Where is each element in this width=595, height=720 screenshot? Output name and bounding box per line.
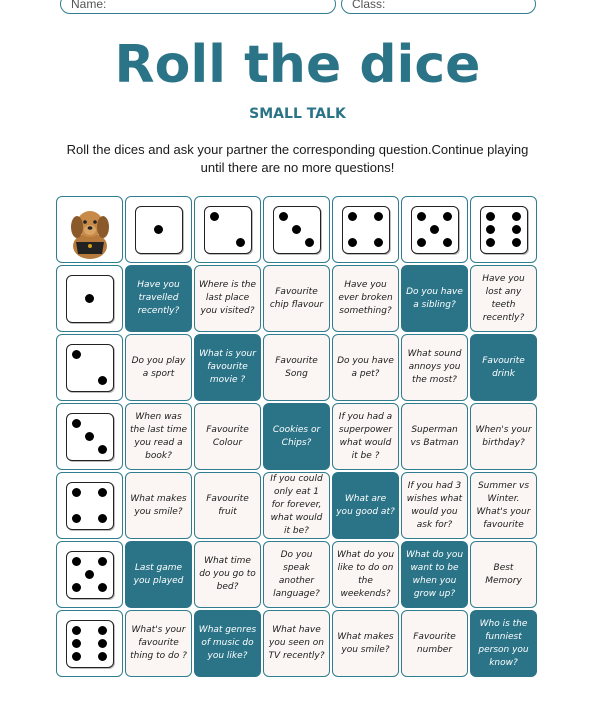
dice-pip (512, 212, 521, 221)
question-text: What's your favourite thing to do ? (130, 625, 187, 661)
row-header-dice-5 (56, 541, 123, 608)
question-cell (470, 403, 537, 470)
dice-pip (279, 212, 288, 221)
column-header-dice-3 (263, 196, 330, 263)
instructions-text: Roll the dices and ask your partner the corresponding question.Continue playing until there are no more questions! (66, 142, 529, 175)
row-header-dice-3 (56, 403, 123, 470)
question-cell (263, 610, 330, 677)
question-cell (401, 610, 468, 677)
question-cell (332, 541, 399, 608)
column-header-dice-5 (401, 196, 468, 263)
question-cell (125, 403, 192, 470)
question-cell (263, 265, 330, 332)
dice-3-icon (66, 413, 114, 461)
row-header-dice-1 (56, 265, 123, 332)
dice-pip (98, 626, 107, 635)
dice-pip (98, 514, 107, 523)
dice-pip (72, 488, 81, 497)
question-text: Favourite Song (275, 355, 318, 379)
dice-1-icon (135, 206, 183, 254)
dice-pip (98, 376, 107, 385)
question-cell (332, 334, 399, 401)
question-text: Have you travelled recently? (137, 280, 180, 316)
dice-pip (72, 419, 81, 428)
dice-pip (72, 626, 81, 635)
dice-pip (348, 238, 357, 247)
question-cell (263, 541, 330, 608)
question-cell (332, 265, 399, 332)
dice-5-icon (66, 551, 114, 599)
dog-icon (62, 200, 118, 260)
question-cell (470, 472, 537, 539)
question-cell (401, 334, 468, 401)
dice-5-icon (411, 206, 459, 254)
dice-4-icon (342, 206, 390, 254)
dice-pip (72, 350, 81, 359)
dice-pip (512, 238, 521, 247)
question-cell (332, 472, 399, 539)
question-text: Where is the last place you visited? (198, 280, 257, 316)
question-text: Do you have a sibling? (406, 286, 463, 310)
question-cell (125, 265, 192, 332)
class-field[interactable] (341, 0, 536, 14)
dice-pip (430, 225, 439, 234)
question-text: Have you ever broken something? (338, 280, 393, 316)
question-cell (194, 472, 261, 539)
dice-pip (85, 570, 94, 579)
question-text: Favourite chip flavour (269, 286, 324, 310)
question-text: If you had a superpower what would it be ? (338, 411, 393, 461)
page-subtitle: SMALL TALK (249, 106, 346, 122)
question-text: If you had 3 wishes what would you ask for? (406, 480, 463, 530)
question-text: Do you play a sport (131, 355, 186, 379)
dice-pip (72, 639, 81, 648)
dice-pip (154, 225, 163, 234)
row-header-dice-4 (56, 472, 123, 539)
question-text: What do you want to be when you grow up? (405, 549, 464, 599)
dice-pip (292, 225, 301, 234)
question-cell (263, 472, 330, 539)
dice-pip (512, 225, 521, 234)
dice-pip (98, 639, 107, 648)
question-text: Who is the funniest person you know? (478, 618, 529, 668)
question-cell (194, 334, 261, 401)
dice-pip (348, 212, 357, 221)
question-cell (194, 610, 261, 677)
dice-1-icon (66, 275, 114, 323)
question-cell (125, 541, 192, 608)
dice-pip (236, 238, 245, 247)
column-header-dice-2 (194, 196, 261, 263)
question-cell (332, 403, 399, 470)
dice-pip (72, 652, 81, 661)
question-text: Favourite fruit (206, 493, 249, 517)
question-cell (401, 403, 468, 470)
dice-pip (443, 212, 452, 221)
question-cell (401, 541, 468, 608)
dice-pip (72, 514, 81, 523)
dice-pip (417, 238, 426, 247)
question-text: Favourite drink (482, 355, 525, 379)
dice-2-icon (204, 206, 252, 254)
dice-pip (85, 432, 94, 441)
question-text: When's your birthday? (475, 424, 532, 448)
question-text: When was the last time you read a book? (129, 411, 188, 461)
question-text: Last game you played (133, 562, 184, 586)
question-text: What are you good at? (336, 493, 395, 517)
question-cell (470, 334, 537, 401)
question-text: Best Memory (485, 562, 522, 586)
name-field[interactable] (60, 0, 336, 14)
question-cell (125, 472, 192, 539)
question-text: What time do you go to bed? (199, 556, 256, 592)
dice-pip (486, 212, 495, 221)
game-board (56, 196, 537, 677)
question-cell (470, 265, 537, 332)
dice-2-icon (66, 344, 114, 392)
question-text: What makes you smile? (130, 493, 187, 517)
name-label: Name: (71, 0, 107, 11)
row-header-dice-2 (56, 334, 123, 401)
question-text: What is your favourite movie ? (199, 349, 256, 385)
question-cell (263, 334, 330, 401)
question-text: If you could only eat 1 for forever, what would it be? (270, 474, 323, 536)
question-cell (194, 541, 261, 608)
dice-3-icon (273, 206, 321, 254)
question-text: Superman vs Batman (410, 424, 459, 448)
dice-pip (98, 488, 107, 497)
question-text: What genres of music do you like? (198, 625, 257, 661)
dice-pip (98, 583, 107, 592)
dice-pip (98, 445, 107, 454)
dice-pip (305, 238, 314, 247)
question-text: Favourite number (413, 631, 456, 655)
dice-pip (210, 212, 219, 221)
column-header-dice-6 (470, 196, 537, 263)
question-cell (401, 472, 468, 539)
dice-pip (486, 225, 495, 234)
question-cell (332, 610, 399, 677)
dice-pip (72, 583, 81, 592)
page-title: Roll the dice (114, 35, 481, 95)
question-cell (470, 541, 537, 608)
dice-pip (443, 238, 452, 247)
column-header-dice-1 (125, 196, 192, 263)
dice-pip (98, 557, 107, 566)
question-text: Summer vs Winter. What's your favourite (476, 480, 531, 530)
question-text: Do you speak another language? (273, 549, 320, 599)
dice-pip (98, 652, 107, 661)
question-text: What sound annoys you the most? (407, 349, 462, 385)
column-header-dice-4 (332, 196, 399, 263)
dice-pip (72, 557, 81, 566)
question-text: What do you like to do on the weekends? (336, 549, 395, 599)
class-label: Class: (352, 0, 386, 11)
corner-dog-image (56, 196, 123, 263)
question-text: Cookies or Chips? (272, 424, 321, 448)
question-cell (263, 403, 330, 470)
question-cell (194, 403, 261, 470)
dice-pip (417, 212, 426, 221)
row-header-dice-6 (56, 610, 123, 677)
dice-4-icon (66, 482, 114, 530)
question-cell (125, 334, 192, 401)
dice-pip (374, 212, 383, 221)
dice-pip (85, 294, 94, 303)
question-text: Have you lost any teeth recently? (482, 273, 525, 323)
question-text: Do you have a pet? (337, 355, 394, 379)
dice-pip (486, 238, 495, 247)
question-cell (125, 610, 192, 677)
question-text: What makes you smile? (337, 631, 394, 655)
question-text: Favourite Colour (206, 424, 249, 448)
question-text: What have you seen on TV recently? (268, 625, 325, 661)
dice-6-icon (480, 206, 528, 254)
question-cell (470, 610, 537, 677)
question-cell (194, 265, 261, 332)
dice-6-icon (66, 620, 114, 668)
dice-pip (374, 238, 383, 247)
question-cell (401, 265, 468, 332)
